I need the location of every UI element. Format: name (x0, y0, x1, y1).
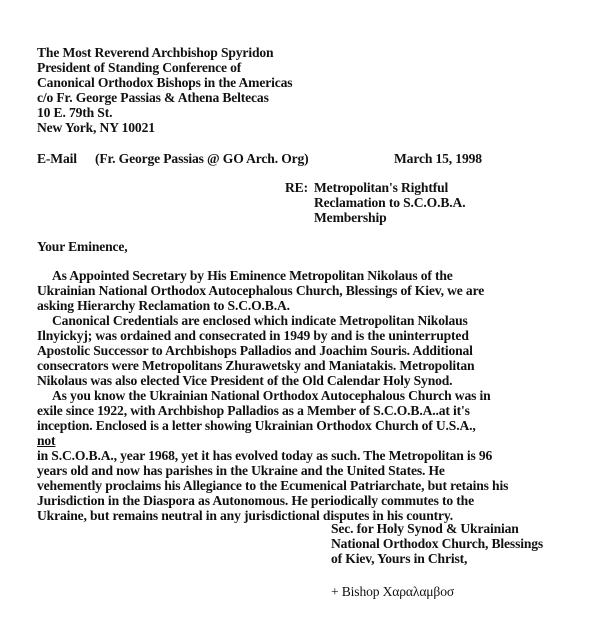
salutation: Your Eminence, (37, 239, 128, 254)
underlined-word: not (37, 433, 56, 448)
recipient-line: 10 E. 79th St. (37, 105, 113, 120)
closing-line: National Orthodox Church, Blessings (331, 536, 544, 551)
body-line: Canonical Credentials are enclosed which indicate Metropolitan Nikolaus (52, 313, 468, 328)
email-label: E-Mail (37, 151, 77, 166)
body-line: Nikolaus was also elected Vice President of the Old Calendar Holy Synod. (37, 373, 453, 388)
body-line: Ukraine, but remains neutral in any jurisdictional disputes in his country. (37, 508, 454, 523)
recipient-line: New York, NY 10021 (37, 120, 155, 135)
body-line-with-emphasis (37, 433, 55, 448)
body-line: exile since 1922, with Archbishop Palladios as a Member of S.C.O.B.A..at it's (37, 403, 470, 418)
body-line: years old and now has parishes in the Ukraine and the United States. He (37, 463, 445, 478)
body-line: vehemently proclaims his Allegiance to the Ecumenical Patriarchate, but retains his (37, 478, 509, 493)
closing-line: of Kiev, Yours in Christ, (331, 551, 468, 566)
body-line: in S.C.O.B.A., year 1968, yet it has evolved today as such. The Metropolitan is 96 (37, 448, 493, 463)
email-address: (Fr. George Passias @ GO Arch. Org) (95, 151, 309, 166)
recipient-line: President of Standing Conference of (37, 60, 242, 75)
re-line: Reclamation to S.C.O.B.A. (314, 195, 466, 210)
letter-date: March 15, 1998 (394, 151, 482, 166)
body-line: As you know the Ukrainian National Orthodox Autocephalous Church was in (52, 388, 491, 403)
re-line: Membership (314, 210, 387, 225)
recipient-line: The Most Reverend Archbishop Spyridon (37, 45, 274, 60)
body-line: Ukrainian National Orthodox Autocephalous Church, Blessings of Kiev, we are (37, 283, 485, 298)
body-line: inception. Enclosed is a letter showing Ukrainian Orthodox Church of U.S.A., (37, 418, 476, 433)
body-line: As Appointed Secretary by His Eminence Metropolitan Nikolaus of the (52, 268, 453, 283)
body-line: consecrators were Metropolitans Zhurawetsky and Maniatakis. Metropolitan (37, 358, 475, 373)
re-label: RE: (285, 180, 308, 195)
re-line: Metropolitan's Rightful (314, 180, 449, 195)
signature: + Bishop Χαραλαμβοσ (331, 584, 455, 599)
body-line: asking Hierarchy Reclamation to S.C.O.B.A. (37, 298, 290, 313)
recipient-line: c/o Fr. George Passias & Athena Beltecas (37, 90, 269, 105)
body-line: Apostolic Successor to Archbishops Palladios and Joachim Souris. Additional (37, 343, 473, 358)
body-line: Ilnyickyj; was ordained and consecrated in 1949 by and is the uninterrupted (37, 328, 469, 343)
recipient-line: Canonical Orthodox Bishops in the Americas (37, 75, 293, 90)
body-line: Jurisdiction in the Diaspora as Autonomous. He periodically commutes to the (37, 493, 474, 508)
closing-line: Sec. for Holy Synod & Ukrainian (331, 521, 519, 536)
